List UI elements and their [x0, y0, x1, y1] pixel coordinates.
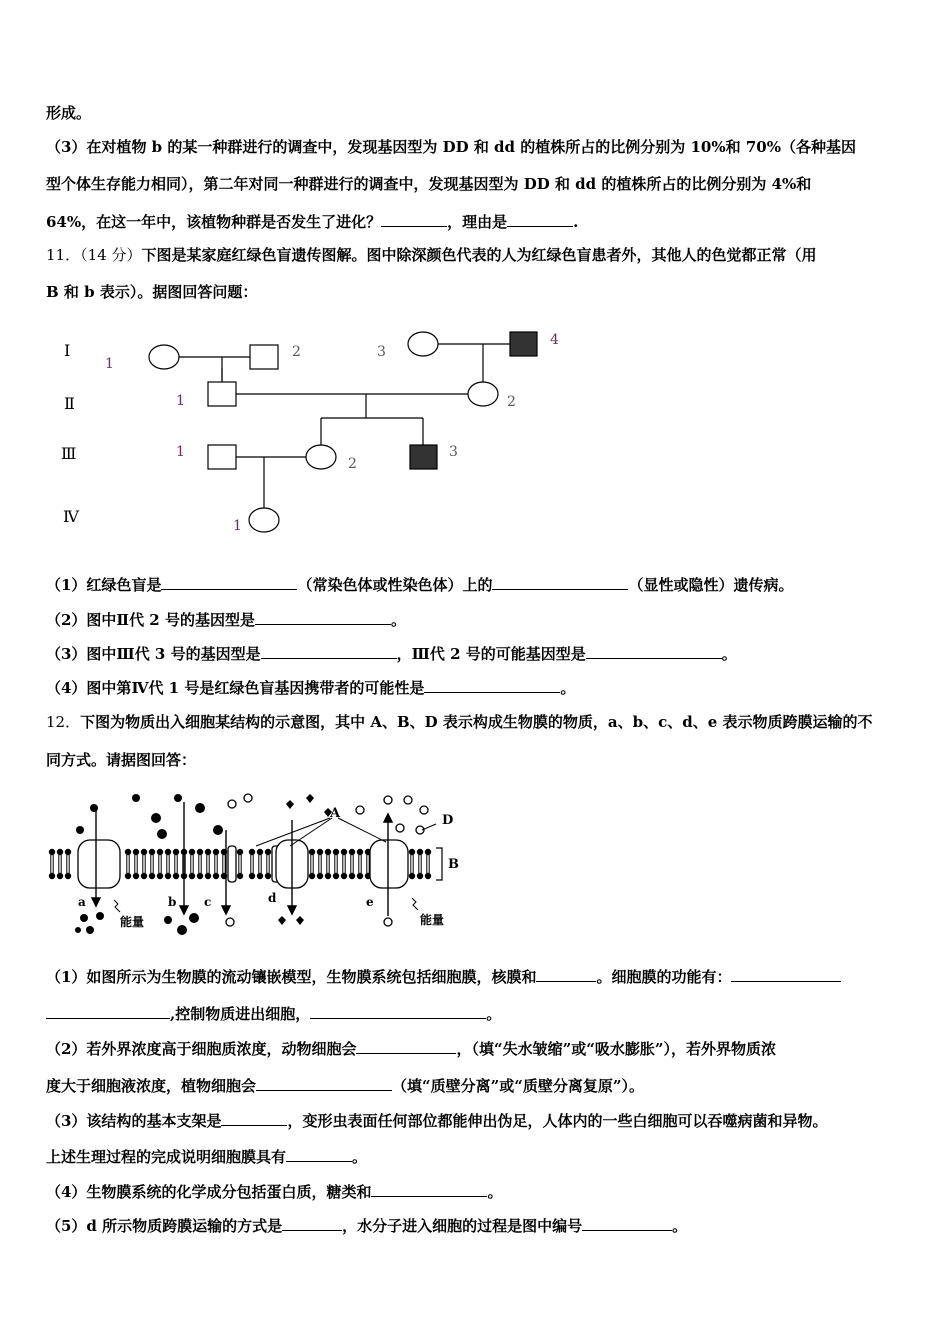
answer-blank[interactable]	[381, 211, 447, 227]
answer-blank[interactable]	[731, 966, 841, 982]
answer-blank[interactable]	[286, 1146, 352, 1162]
gen3-1-male	[208, 445, 236, 469]
svg-text:1: 1	[105, 356, 114, 372]
q12-sub2-line2: 度大于细胞液浓度，植物细胞会 （填“质壁分离”或“质壁分离复原”）。	[46, 1077, 645, 1095]
answer-blank[interactable]	[582, 1215, 672, 1231]
answer-blank[interactable]	[536, 966, 596, 982]
svg-text:a: a	[78, 895, 86, 909]
answer-blank[interactable]	[161, 574, 297, 590]
q12-number: 12．	[46, 713, 81, 731]
gen-label-3: Ⅲ	[61, 444, 77, 463]
carrier-protein-a	[78, 840, 120, 888]
svg-text:1: 1	[233, 518, 242, 534]
gen1-1-female	[149, 345, 179, 369]
q12-sub3-line2: 上述生理过程的完成说明细胞膜具有 。	[46, 1148, 368, 1166]
q12-stem-line2: 同方式。请据图回答：	[46, 751, 197, 769]
q11-sub3: （3）图中Ⅲ代 3 号的基因型是 ，Ⅲ代 2 号的可能基因型是 。	[46, 645, 737, 663]
svg-text:e: e	[366, 895, 374, 909]
svg-text:c: c	[204, 895, 212, 909]
q11-stem-line2: B 和 b 表示）。据图回答问题：	[46, 283, 258, 301]
answer-blank[interactable]	[255, 609, 391, 625]
q10-part3-line2: 型个体生存能力相同），第二年对同一种群进行的调查中，发现基因型为 DD 和 dd 的植株所占的比例分别为 4%和	[46, 175, 812, 193]
svg-text:b: b	[168, 895, 177, 909]
gen1-2-male	[250, 345, 278, 369]
svg-text:1: 1	[176, 393, 185, 409]
gen-label-2: Ⅱ	[64, 394, 75, 413]
q11-number: 11．（14 分）	[46, 246, 142, 264]
svg-text:A: A	[330, 806, 341, 821]
answer-blank[interactable]	[261, 643, 397, 659]
q11-stem-line1: 11．（14 分）下图是某家庭红绿色盲遗传图解。图中除深颜色代表的人为红绿色盲患者外，其他人的色觉都正常（用	[46, 246, 817, 264]
svg-text:B: B	[448, 857, 459, 872]
answer-blank[interactable]	[586, 643, 722, 659]
gen3-2-female	[306, 445, 336, 469]
pedigree-chart	[50, 320, 590, 550]
answer-blank[interactable]	[221, 1110, 287, 1126]
q12-stem-line1: 12．下图为物质出入细胞某结构的示意图，其中 A、B、D 表示构成生物膜的物质，a、b、c、d、e 表示物质跨膜运输的不	[46, 713, 873, 731]
answer-blank[interactable]	[356, 1038, 456, 1054]
q12-sub2-line1: （2）若外界浓度高于细胞质浓度，动物细胞会 ，（填“失水皱缩”或“吸水膨胀”），若外界物质浓	[46, 1040, 776, 1058]
q11-sub1: （1）红绿色盲是 （常染色体或性染色体）上的 （显性或隐性）遗传病。	[46, 576, 794, 594]
answer-blank[interactable]	[492, 574, 628, 590]
membrane-diagram	[44, 790, 474, 940]
q11-sub4: （4）图中第Ⅳ代 1 号是红绿色盲基因携带者的可能性是 。	[46, 679, 576, 697]
carrier-protein-e	[370, 840, 408, 888]
q12-sub5: （5）d 所示物质跨膜运输的方式是 ，水分子进入细胞的过程是图中编号 。	[46, 1217, 688, 1235]
q10-part3-line3: 64%，在这一年中，该植物种群是否发生了进化？ ，理由是 .	[46, 213, 579, 231]
channel-protein-left	[228, 846, 236, 882]
q12-sub1-line1: （1）如图所示为生物膜的流动镶嵌模型，生物膜系统包括细胞膜，核膜和 。细胞膜的功能有：	[46, 966, 841, 987]
gen3-3-male-affected	[410, 445, 437, 469]
svg-text:1: 1	[176, 444, 185, 460]
q10-part3-line1: （3）在对植物 b 的某一种群进行的调查中，发现基因型为 DD 和 dd 的植株所占的比例分别为 10%和 70%（各种基因	[46, 138, 856, 156]
answer-blank[interactable]	[310, 1003, 486, 1019]
gen2-1-male	[208, 382, 236, 406]
svg-text:4: 4	[550, 332, 559, 348]
answer-blank[interactable]	[46, 1003, 170, 1019]
svg-text:2: 2	[507, 394, 516, 410]
svg-text:能量: 能量	[420, 913, 445, 927]
q10-tail: 形成。	[46, 104, 92, 122]
gen4-1-female	[249, 508, 279, 532]
gen-label-1: Ⅰ	[64, 341, 71, 360]
gen-label-4: Ⅳ	[63, 507, 79, 526]
svg-text:2: 2	[292, 344, 301, 360]
svg-text:D: D	[442, 813, 454, 828]
answer-blank[interactable]	[371, 1181, 487, 1197]
answer-blank[interactable]	[424, 677, 560, 693]
svg-text:3: 3	[377, 344, 386, 360]
answer-blank[interactable]	[256, 1075, 392, 1091]
svg-text:2: 2	[348, 456, 357, 472]
gen1-3-female	[408, 332, 438, 356]
q11-sub2: （2）图中Ⅱ代 2 号的基因型是 。	[46, 611, 406, 629]
gen2-2-female	[468, 382, 498, 406]
q12-sub1-line2: ,控制物质进出细胞， 。	[46, 1003, 501, 1024]
answer-blank[interactable]	[507, 211, 573, 227]
gen1-4-male-affected	[510, 332, 537, 356]
answer-blank[interactable]	[282, 1215, 342, 1231]
svg-text:能量: 能量	[120, 915, 145, 929]
q12-sub3-line1: （3）该结构的基本支架是 ，变形虫表面任何部位都能伸出伪足，人体内的一些白细胞可以吞噬病菌和异物。	[46, 1112, 828, 1130]
svg-text:3: 3	[449, 444, 458, 460]
q12-sub4: （4）生物膜系统的化学成分包括蛋白质，糖类和 。	[46, 1183, 503, 1201]
svg-text:d: d	[268, 891, 277, 905]
